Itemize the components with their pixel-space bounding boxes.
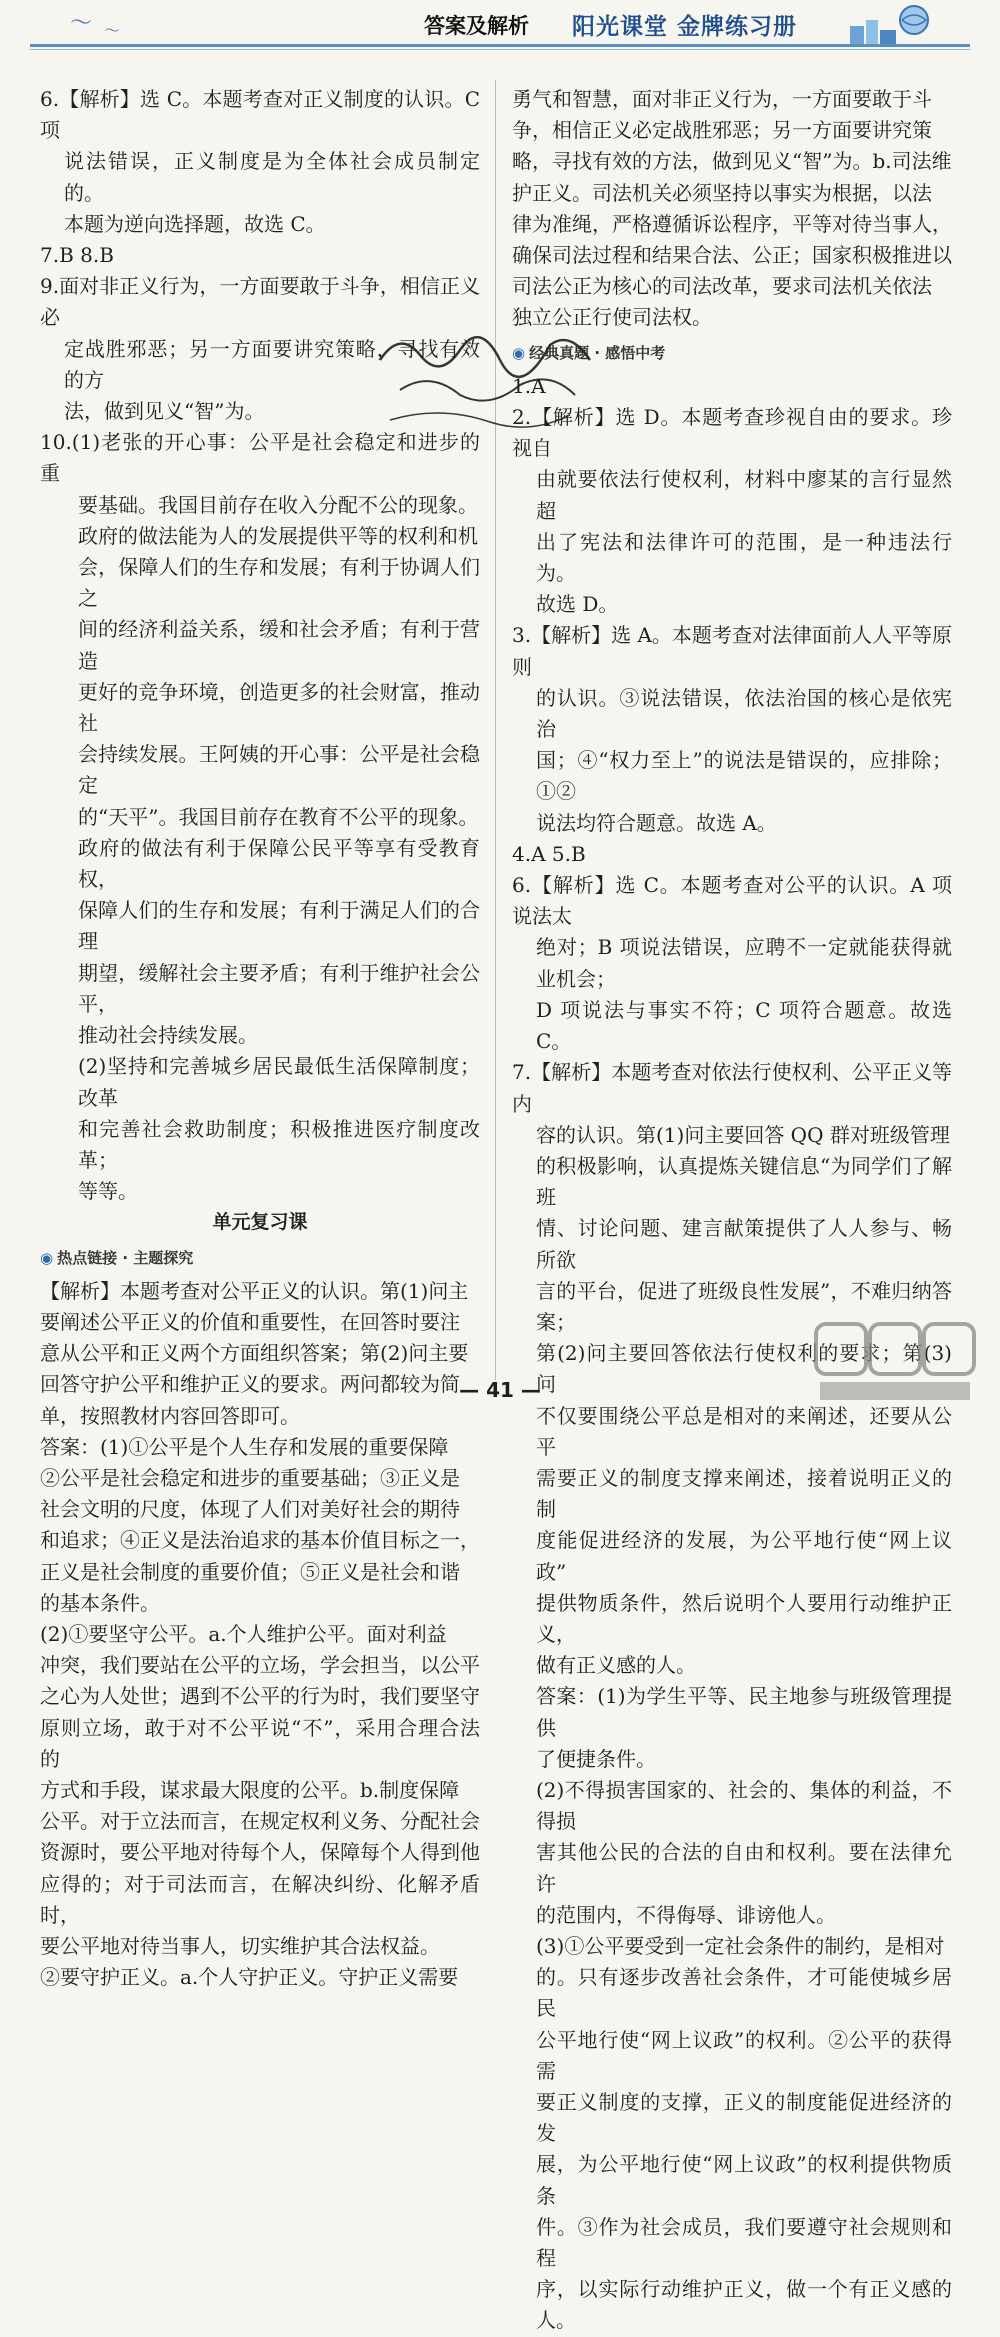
answer-9-line3: 法，做到见义“智”为。 (64, 399, 265, 424)
header-title: 答案及解析 (424, 14, 529, 38)
answer-6-line: 绝对；B 项说法错误，应聘不一定就能获得就业机会； (536, 935, 952, 991)
answer-6-line1: 6.【解析】选 C。本题考查对正义制度的认识。C 项 (40, 87, 480, 143)
answer-10-line: 的“天平”。我国目前存在教育不公平的现象。 (78, 804, 479, 829)
handwritten-watermark (360, 300, 610, 450)
answer-line: 社会文明的尺度，体现了人们对美好社会的期待 (40, 1497, 460, 1522)
answer-line: 要公平地对待当事人，切实维护其合法权益。 (40, 1933, 440, 1958)
section-bullet-icon: ◉ (40, 1248, 54, 1267)
answer-7-line: 不仅要围绕公平总是相对的来阐述，还要从公平 (536, 1403, 952, 1459)
answer-7-ans-line: 序，以实际行动维护正义，做一个有正义感的人。 (536, 2277, 952, 2333)
analysis-line: 要阐述公平正义的价值和重要性，在回答时要注 (40, 1309, 460, 1334)
answer-7-line: 情、讨论问题、建言献策提供了人人参与、畅所欲 (536, 1216, 952, 1272)
continued-line: 确保司法过程和结果合法、公正；国家积极推进以 (512, 243, 952, 268)
answer-7-line: 言的平台，促进了班级良性发展”，不难归纳答案； (536, 1278, 952, 1334)
answer-10-line: 10.(1)老张的开心事：公平是社会稳定和进步的重 (40, 430, 480, 486)
answer-7-ans-line: 的。只有逐步改善社会条件，才可能使城乡居民 (536, 1965, 952, 2021)
answer-7-ans-line: (2)不得损害国家的、社会的、集体的利益，不得损 (536, 1777, 952, 1834)
answer-7-ans-line: 件。③作为社会成员，我们要遵守社会规则和程 (536, 2214, 952, 2271)
bird-icon: 〜 (104, 21, 121, 40)
answer-7-ans-line: 了便捷条件。 (536, 1746, 656, 1771)
continued-line: 争，相信正义必定战胜邪恶；另一方面要讲究策 (512, 118, 932, 143)
header-brand: 阳光课堂 金牌练习册 (572, 14, 798, 40)
unit-title: 单元复习课 (212, 1211, 308, 1234)
answer-6-line2: 说法错误，正义制度是为全体社会成员制定的。 (64, 149, 480, 205)
answer-3-line: 国；④“权力至上”的说法是错误的，应排除；①② (536, 748, 952, 804)
answer-2-line: 2.【解析】选 D。本题考查珍视自由的要求。珍视自 (512, 405, 952, 461)
answer-7-line: 7.【解析】本题考查对依法行使权利、公平正义等内 (512, 1060, 952, 1116)
answer-7-line: 的积极影响，认真提炼关键信息“为同学们了解班 (536, 1153, 952, 1210)
answer-10-line: 期望，缓解社会主要矛盾；有利于维护社会公平， (78, 960, 480, 1016)
answer-3-line: 说法均符合题意。故选 A。 (536, 810, 777, 835)
answer-3-line: 的认识。③说法错误，依法治国的核心是依宪治 (536, 685, 952, 742)
column-divider (495, 80, 496, 1380)
bird-icon: 〜 (70, 11, 93, 36)
answer-7-line: 做有正义感的人。 (536, 1653, 696, 1678)
answer-line: 应得的；对于司法而言，在解决纠纷、化解矛盾时， (40, 1871, 480, 1927)
answer-line: 冲突，我们要站在公平的立场，学会担当，以公平 (40, 1653, 480, 1678)
header-rule-thin (30, 49, 970, 50)
answer-7-ans-line: 害其他公民的合法的自由和权利。要在法律允许 (536, 1840, 952, 1896)
answer-10-line: (2)坚持和完善城乡居民最低生活保障制度；改革 (78, 1054, 480, 1110)
answer-line: 和追求；④正义是法治追求的基本价值目标之一， (40, 1528, 480, 1553)
answer-10-line: 要基础。我国目前存在收入分配不公的现象。 (78, 492, 478, 517)
answer-line: ②公平是社会稳定和进步的重要基础；③正义是 (40, 1465, 460, 1490)
answer-10-line: 和完善社会救助制度；积极推进医疗制度改革； (78, 1116, 480, 1172)
header-rule (30, 44, 970, 47)
globe-books-icon (830, 2, 940, 44)
answer-line: ②要守护正义。a.个人守护正义。守护正义需要 (40, 1965, 459, 1990)
answer-6-line3: 本题为逆向选择题，故选 C。 (64, 211, 326, 236)
answer-4-5: 4.A 5.B (512, 841, 586, 866)
answer-10-line: 会，保障人们的生存和发展；有利于协调人们之 (78, 555, 480, 611)
answer-7-line: 容的认识。第(1)问主要回答 QQ 群对班级管理 (536, 1122, 950, 1147)
answer-line: 公平。对于立法而言，在规定权利义务、分配社会 (40, 1809, 480, 1834)
analysis-line: 【解析】本题考查对公平正义的认识。第(1)问主 (40, 1278, 469, 1303)
answer-7-ans-line: (3)①公平要受到一定社会条件的制约，是相对 (536, 1933, 945, 1958)
continued-line: 略，寻找有效的方法，做到见义“智”为。b.司法维 (512, 149, 952, 174)
answer-10-line: 等等。 (78, 1179, 138, 1204)
answer-line: 正义是社会制度的重要价值；⑤正义是社会和谐 (40, 1559, 460, 1584)
answer-10-line: 保障人们的生存和发展；有利于满足人们的合理 (78, 898, 480, 954)
page-header (0, 0, 1000, 62)
section-heading (40, 1243, 480, 1274)
continued-line: 独立公正行使司法权。 (512, 305, 712, 330)
answer-9-line2: 定战胜邪恶；另一方面要讲究策略，寻找有效的方 (64, 336, 480, 392)
answer-10-line: 间的经济利益关系，缓和社会矛盾；有利于营造 (78, 617, 480, 673)
section-bullet-icon: ◉ (512, 343, 526, 362)
answer-line: 原则立场，敢于对不公平说“不”，采用合理合法的 (40, 1715, 480, 1771)
section-heading-text: 热点链接 · 主题探究 (57, 1248, 194, 1267)
analysis-line: 回答守护公平和维护正义的要求。两问都较为简 (40, 1372, 460, 1397)
answer-10-line: 推动社会持续发展。 (78, 1023, 258, 1048)
answer-line: 资源时，要公平地对待每个人，保障每个人得到他 (40, 1840, 480, 1865)
analysis-line: 单，按照教材内容回答即可。 (40, 1403, 300, 1428)
page-number: — 41 — (459, 1378, 541, 1402)
answer-3-line: 3.【解析】选 A。本题考查对法律面前人人平等原则 (512, 623, 952, 679)
answer-line: 的基本条件。 (40, 1590, 160, 1615)
answer-1: 1.A (512, 373, 546, 398)
continued-line: 勇气和智慧，面对非正义行为，一方面要敢于斗 (512, 87, 932, 111)
answer-line: 方式和手段，谋求最大限度的公平。b.制度保障 (40, 1777, 460, 1802)
answer-2-line: 出了宪法和法律许可的范围，是一种违法行为。 (536, 529, 952, 586)
continued-line: 司法公正为核心的司法改革，要求司法机关依法 (512, 274, 932, 299)
answer-7-ans-line: 公平地行使“网上议政”的权利。②公平的获得需 (536, 2027, 952, 2083)
answer-10-line: 政府的做法有利于保障公民平等享有受教育权， (78, 835, 480, 892)
answer-7-line: 需要正义的制度支撑来阐述，接着说明正义的制 (536, 1465, 952, 1522)
answer-2-line: 故选 D。 (536, 592, 619, 617)
answer-10-line: 政府的做法能为人的发展提供平等的权利和机 (78, 523, 478, 548)
section-heading-text: 经典真题 · 感悟中考 (529, 343, 666, 362)
answer-6-line: 6.【解析】选 C。本题考查对公平的认识。A 项说法太 (512, 873, 952, 929)
answer-6-line: D 项说法与事实不符；C 项符合题意。故选 C。 (536, 997, 952, 1054)
answer-line: 之心为人处世；遇到不公平的行为时，我们要坚守 (40, 1684, 480, 1709)
answer-7-line: 度能促进经济的发展，为公平地行使“网上议政” (536, 1528, 952, 1584)
answer-7-line: 提供物质条件，然后说明个人要用行动维护正义， (536, 1590, 952, 1646)
answer-7-ans-line: 要正义制度的支撑，正义的制度能促进经济的发 (536, 2090, 952, 2146)
answer-7-8: 7.B 8.B (40, 243, 114, 268)
answer-line: (2)①要坚守公平。a.个人维护公平。面对利益 (40, 1621, 447, 1646)
answer-7-ans-line: 展，为公平地行使“网上议政”的权利提供物质条 (536, 2152, 952, 2208)
continued-line: 护正义。司法机关必须坚持以事实为根据，以法 (512, 180, 932, 205)
answer-2-line: 由就要依法行使权利，材料中廖某的言行显然超 (536, 467, 952, 523)
answer-10-line: 更好的竞争环境，创造更多的社会财富，推动社 (78, 679, 480, 736)
answer-line: 答案：(1)①公平是个人生存和发展的重要保障 (40, 1434, 449, 1459)
answer-10-line: 会持续发展。王阿姨的开心事：公平是社会稳定 (78, 742, 480, 798)
answer-7-line: 第(2)问主要回答依法行使权利的要求；第(3)问 (536, 1341, 952, 1397)
continued-line: 律为准绳，严格遵循诉讼程序，平等对待当事人， (512, 211, 952, 236)
answer-7-ans-line: 的范围内，不得侮辱、诽谤他人。 (536, 1902, 836, 1927)
analysis-line: 意从公平和正义两个方面组织答案；第(2)问主要 (40, 1341, 469, 1366)
answer-9-line1: 9.面对非正义行为，一方面要敢于斗争，相信正义必 (40, 274, 480, 330)
answer-7-ans-line: 答案：(1)为学生平等、民主地参与班级管理提供 (536, 1684, 952, 1740)
